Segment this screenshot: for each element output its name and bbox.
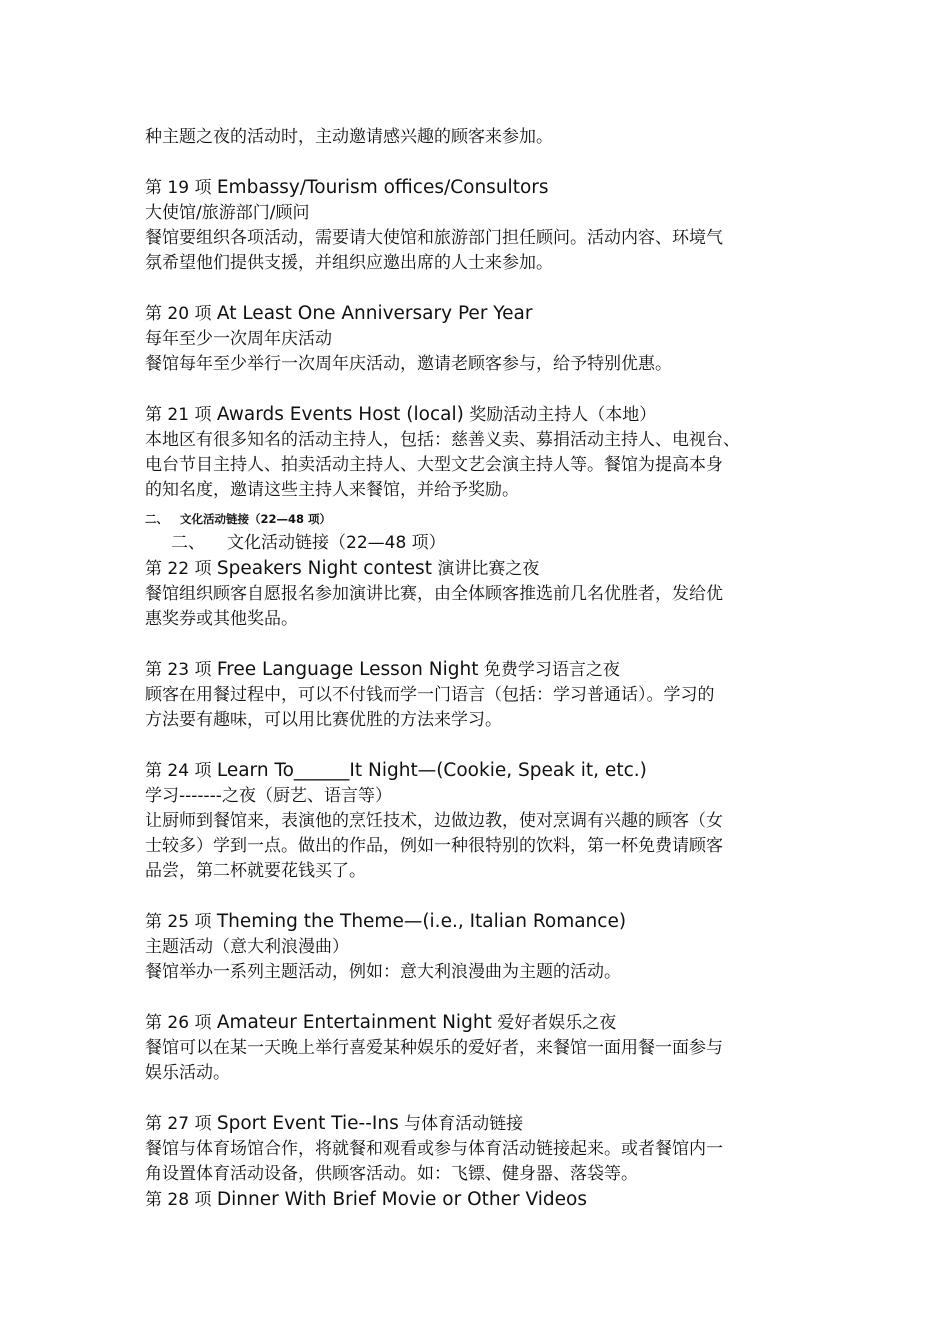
item-number: 第 22 项 [145, 559, 212, 579]
item-26 [145, 1010, 825, 1086]
item-title-cn: 演讲比赛之夜 [437, 559, 540, 579]
item-desc-line: 品尝，第二杯就要花钱买了。 [145, 861, 366, 881]
item-number: 第 21 项 [145, 405, 212, 425]
item-desc-line: 本地区有很多知名的活动主持人，包括：慈善义卖、募捐活动主持人、电视台、 [145, 430, 740, 450]
section-heading [145, 531, 825, 556]
item-desc-line: 让厨师到餐馆来，表演他的烹饪技术，边做边教，使对烹调有兴趣的顾客（女 [145, 811, 723, 831]
item-title-cn: 与体育活动链接 [404, 1114, 524, 1134]
item-desc-line: 士较多）学到一点。做出的作品，例如一种很特别的饮料，第一杯免费请顾客 [145, 836, 723, 856]
document-page [145, 125, 825, 1213]
item-desc-line: 餐馆每年至少举行一次周年庆活动，邀请老顾客参与，给予特别优惠。 [145, 354, 672, 374]
item-number: 第 23 项 [145, 660, 212, 680]
item-title: Speakers Night contest [216, 558, 432, 579]
item-desc-line: 餐馆举办一系列主题活动，例如：意大利浪漫曲为主题的活动。 [145, 962, 621, 982]
section-number: 二、 [145, 512, 168, 526]
item-22 [145, 556, 825, 632]
item-heading [145, 301, 825, 327]
section-heading-small [145, 511, 825, 527]
item-title: Dinner With Brief Movie or Other Videos [216, 1189, 587, 1210]
item-number: 第 26 项 [145, 1013, 212, 1033]
item-title: At Least One Anniversary Per Year [216, 303, 533, 324]
item-title: Awards Events Host (local) [216, 404, 464, 425]
item-28 [145, 1187, 825, 1213]
item-title: Learn To______It Night—(Cookie, Speak it, etc.) [216, 760, 647, 781]
item-heading [145, 1010, 825, 1036]
item-19 [145, 175, 825, 276]
item-number: 第 27 项 [145, 1114, 212, 1134]
item-desc-line: 惠奖券或其他奖品。 [145, 609, 298, 629]
item-desc-line: 氛希望他们提供支援，并组织应邀出席的人士来参加。 [145, 253, 553, 273]
item-title-cn: 爱好者娱乐之夜 [497, 1013, 617, 1033]
item-desc-line: 角设置体育活动设备，供顾客活动。如：飞镖、健身器、落袋等。 [145, 1164, 638, 1184]
item-title: Amateur Entertainment Night [216, 1012, 492, 1033]
item-subtitle: 学习-------之夜（厨艺、语言等） [145, 786, 392, 806]
intro-line: 种主题之夜的活动时，主动邀请感兴趣的顾客来参加。 [145, 127, 553, 147]
item-title-cn: 免费学习语言之夜 [483, 660, 620, 680]
item-number: 第 24 项 [145, 761, 212, 781]
section-number: 二、 [171, 533, 205, 553]
section-title: 文化活动链接（22—48 项） [227, 533, 446, 553]
item-desc-line: 餐馆可以在某一天晚上举行喜爱某种娱乐的爱好者，来餐馆一面用餐一面参与 [145, 1038, 723, 1058]
item-heading [145, 1111, 825, 1137]
item-title: Sport Event Tie--Ins [216, 1113, 399, 1134]
item-number: 第 25 项 [145, 912, 212, 932]
item-desc-line: 餐馆组织顾客自愿报名参加演讲比赛，由全体顾客推选前几名优胜者，发给优 [145, 584, 723, 604]
item-heading [145, 657, 825, 683]
item-subtitle: 每年至少一次周年庆活动 [145, 329, 332, 349]
section-title: 文化活动链接（22—48 项） [180, 512, 332, 526]
item-desc-line: 餐馆与体育场馆合作，将就餐和观看或参与体育活动链接起来。或者餐馆内一 [145, 1139, 723, 1159]
item-desc-line: 娱乐活动。 [145, 1063, 230, 1083]
item-desc-line: 顾客在用餐过程中，可以不付钱而学一门语言（包括：学习普通话）。学习的 [145, 685, 715, 705]
item-21 [145, 402, 825, 503]
item-heading [145, 758, 825, 784]
item-heading [145, 556, 825, 582]
item-heading [145, 402, 825, 428]
item-heading [145, 175, 825, 201]
item-27 [145, 1111, 825, 1187]
item-subtitle: 主题活动（意大利浪漫曲） [145, 937, 349, 957]
item-number: 第 20 项 [145, 304, 212, 324]
item-desc-line: 的知名度，邀请这些主持人来餐馆，并给予奖励。 [145, 480, 519, 500]
item-24 [145, 758, 825, 884]
item-desc-line: 餐馆要组织各项活动，需要请大使馆和旅游部门担任顾问。活动内容、环境气 [145, 228, 723, 248]
item-title: Theming the Theme—(i.e., Italian Romance) [216, 911, 627, 932]
item-heading [145, 1187, 825, 1213]
item-desc-line: 电台节目主持人、拍卖活动主持人、大型文艺会演主持人等。餐馆为提高本身 [145, 455, 723, 475]
item-title: Embassy/Tourism offices/Consultors [216, 177, 549, 198]
item-desc-line: 方法要有趣味，可以用比赛优胜的方法来学习。 [145, 710, 502, 730]
item-title-cn: 奖励活动主持人（本地） [469, 405, 657, 425]
item-25 [145, 909, 825, 985]
item-number: 第 28 项 [145, 1190, 212, 1210]
item-number: 第 19 项 [145, 178, 212, 198]
item-title: Free Language Lesson Night [216, 659, 479, 680]
item-heading [145, 909, 825, 935]
item-23 [145, 657, 825, 733]
item-20 [145, 301, 825, 377]
item-subtitle: 大使馆/旅游部门/顾问 [145, 203, 310, 223]
